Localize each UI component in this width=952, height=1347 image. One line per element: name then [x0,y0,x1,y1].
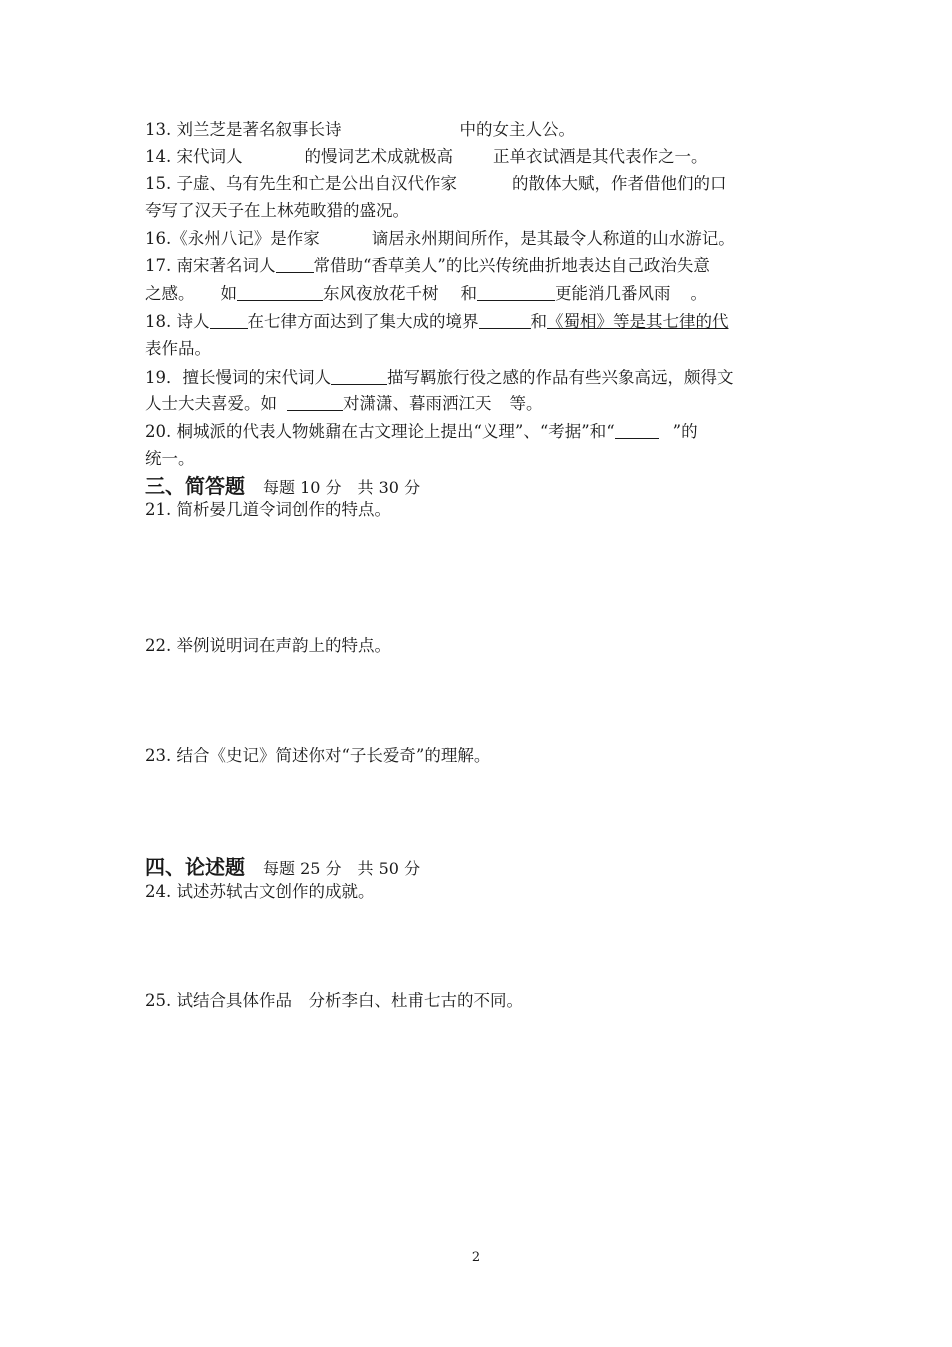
question-14 [145,145,810,169]
q19-text-5: 等。 [509,394,543,413]
q17-text-6: 和 [460,284,477,303]
question-15-line-1 [145,172,810,196]
q22-text: 22. 举例说明词在声韵上的特点。 [145,636,391,655]
question-15-line-2 [145,199,810,223]
question-17-line-1 [145,254,810,278]
q17-text-4: 如 [220,284,237,303]
question-20-line-2 [145,447,810,471]
q23-text: 23. 结合《史记》简述你对“子长爱奇”的理解。 [145,746,491,765]
q17-text-5: 东风夜放花千树 [323,284,439,303]
q14-text-2: 的慢词艺术成就极高 [304,147,453,166]
q19-text-1: 19．擅长慢词的宋代词人 [145,368,331,387]
q18-text-1: 18. 诗人 [145,312,210,331]
q24-text: 24. 试述苏轼古文创作的成就。 [145,882,375,901]
section-3-heading [145,470,420,499]
q18-text-4: 《蜀相》等是其七律的代 [547,312,729,331]
q18-blank-1 [210,312,248,329]
q17-blank-1 [276,256,314,273]
question-18-line-1 [145,310,810,334]
question-25 [145,989,810,1013]
q20-text-3: 统一。 [145,449,195,468]
q18-text-2: 在七律方面达到了集大成的境界 [247,312,479,331]
q17-text-3: 之感。 [145,284,195,303]
q18-text-3: 和 [530,312,547,331]
q21-text: 21. 简析晏几道令词创作的特点。 [145,500,391,519]
q17-text-2: 常借助“香草美人”的比兴传统曲折地表达自己政治失意 [313,256,710,275]
q18-blank-2 [479,312,531,329]
q17-text-8: 。 [690,284,707,303]
section-4-title: 四、论述题 [145,855,245,879]
question-19-line-2 [145,392,810,416]
q19-text-4: 对潇潇、暮雨洒江天 [343,394,492,413]
q16-text-2: 谪居永州期间所作，是其最令人称道的山水游记。 [371,229,735,248]
question-13 [145,118,810,142]
q19-blank-2 [287,394,343,411]
question-23 [145,744,810,768]
q19-text-2: 描写羁旅行役之感的作品有些兴象高远，颇得文 [387,368,734,387]
question-18-line-2 [145,337,810,361]
q15-text-3: 夸写了汉天子在上林苑畋猎的盛况。 [145,201,409,220]
q15-text-2: 的散体大赋，作者借他们的口 [512,174,727,193]
section-4-heading [145,851,420,880]
q20-text-2: ”的 [672,422,698,441]
q17-text-7: 更能消几番风雨 [555,284,671,303]
question-24 [145,880,810,904]
q13-text-1: 13. 刘兰芝是著名叙事长诗 [145,120,342,139]
q13-text-2: 中的女主人公。 [459,120,575,139]
page-number: 2 [471,1250,481,1265]
q19-blank-1 [331,368,387,385]
q19-text-3: 人士大夫喜爱。如 [145,394,277,413]
question-16 [145,227,810,251]
section-3-title: 三、简答题 [145,474,245,498]
question-19-line-1 [145,366,810,390]
question-22 [145,634,810,658]
q17-text-1: 17. 南宋著名词人 [145,256,276,275]
q20-blank [615,422,659,439]
q18-text-5: 表作品。 [145,339,211,358]
q17-blank-3 [477,284,555,301]
question-20-line-1 [145,420,810,444]
q17-blank-2 [237,284,323,301]
section-3-score: 每题 10 分 共 30 分 [263,478,421,497]
q14-text-3: 正单衣试酒是其代表作之一。 [493,147,708,166]
q25-text: 25. 试结合具体作品 分析李白、杜甫七古的不同。 [145,991,523,1010]
q14-text-1: 14. 宋代词人 [145,147,243,166]
question-21 [145,498,810,522]
question-17-line-2 [145,282,810,306]
q20-text-1: 20. 桐城派的代表人物姚鼐在古文理论上提出“义理”、“考据”和“ [145,422,615,441]
q15-text-1: 15. 子虚、乌有先生和亡是公出自汉代作家 [145,174,457,193]
section-4-score: 每题 25 分 共 50 分 [263,859,421,878]
q16-text-1: 16.《永州八记》是作家 [145,229,320,248]
